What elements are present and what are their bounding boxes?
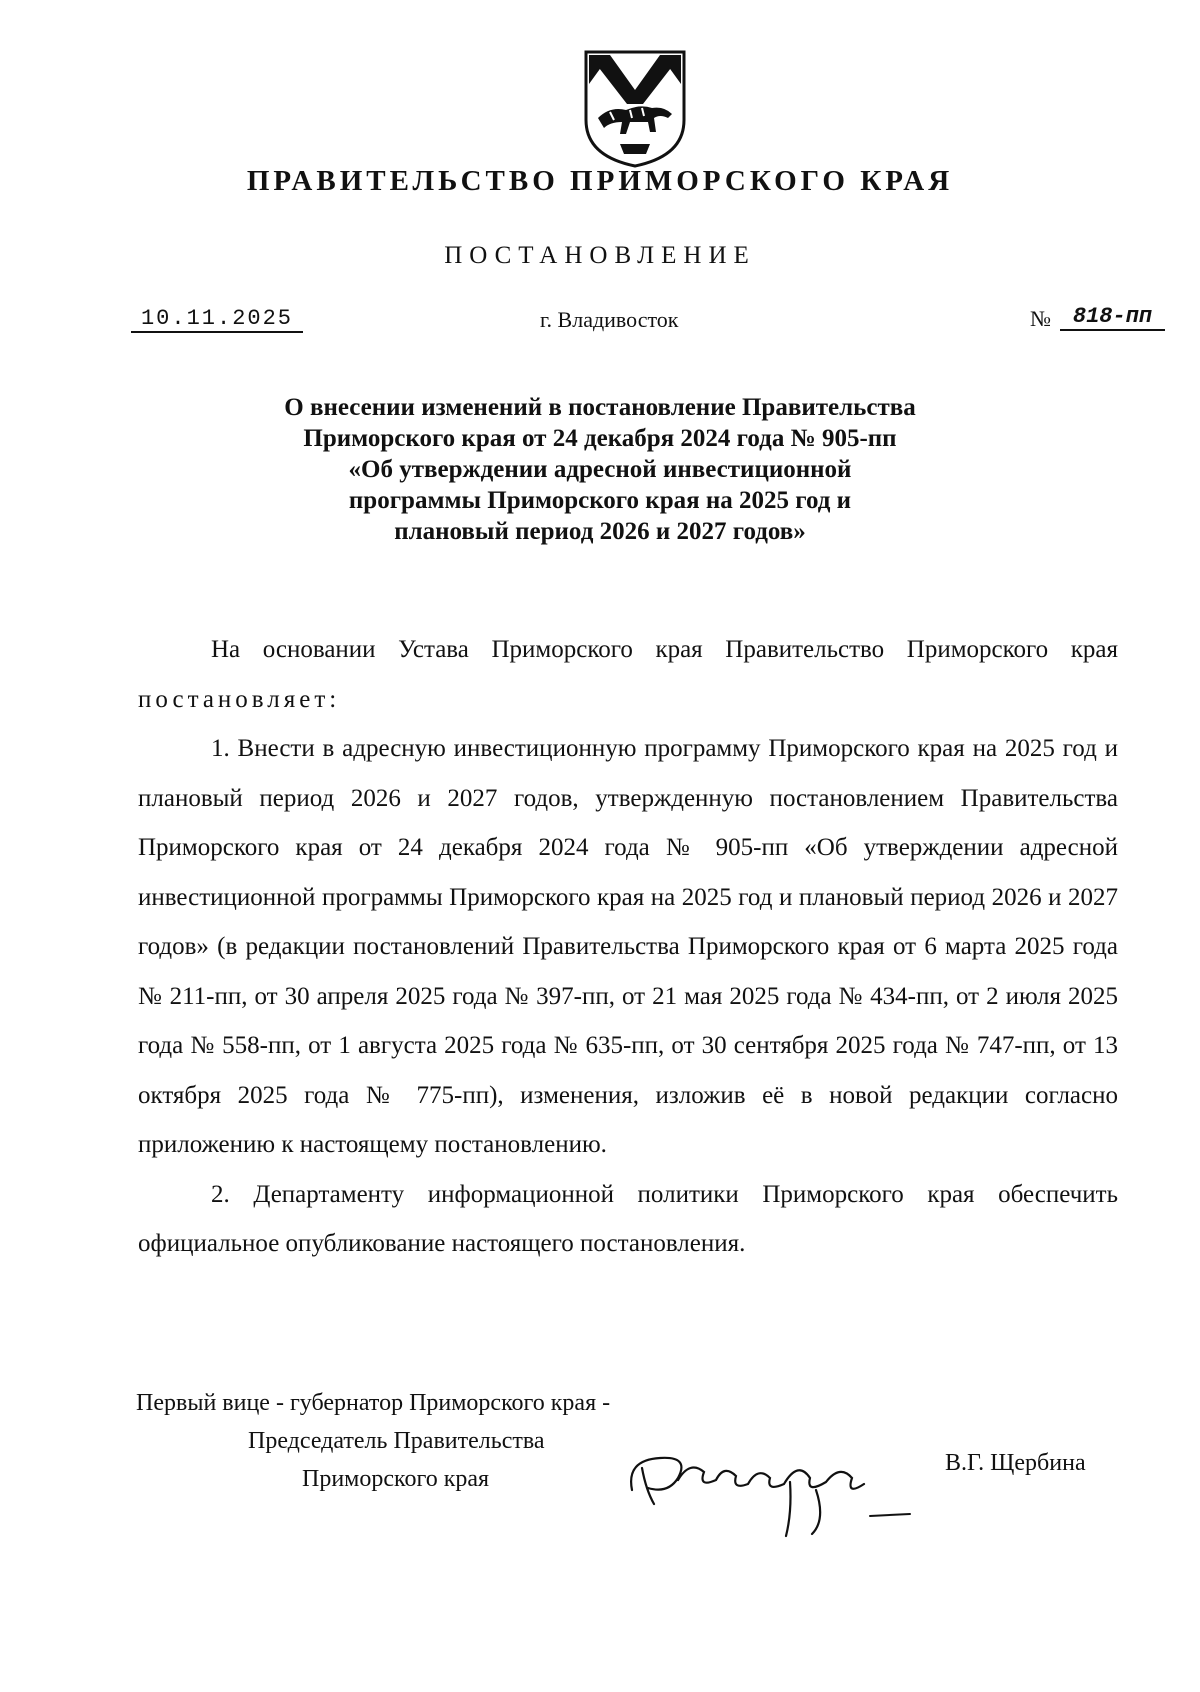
document-subject (200, 392, 1000, 547)
subject-line: Приморского края от 24 декабря 2024 года № 905-пп (303, 425, 897, 452)
subject-line: программы Приморского края на 2025 год и (348, 487, 852, 514)
item-2-paragraph: 2. Департаменту информационной политики Приморского края обеспечить официальное опубликование настоящего постановления. (138, 1180, 1118, 1257)
government-title: ПРАВИТЕЛЬСТВО ПРИМОРСКОГО КРАЯ (246, 165, 954, 197)
signatory-name: В.Г. Щербина (945, 1450, 1086, 1476)
resolves-word: постановляет: (138, 685, 341, 713)
document-city: г. Владивосток (540, 307, 679, 332)
number-sign: № (1030, 306, 1051, 331)
item-1-paragraph: 1. Внести в адресную инвестиционную программу Приморского края на 2025 год и плановый период 2026 и 2027 годов, утвержденную постановлением Правительства Приморского края от 24 декабря 2024 года № 905-пп «Об утверждении адресной инвестиционной программы Приморского края на 2025 год и плановый период 2026 и 2027 годов» (в редакции постановлений Правительства Приморского края от 6 марта 2025 года № 211-пп, от 30 апреля 2025 года № 397-пп, от 21 мая 2025 года № 434-пп, от 2 июля 2025 года № 558-пп, от 1 августа 2025 года № 635-пп, от 30 сентября 2025 года № 747-пп, от 13 октября 2025 года № 775-пп), изменения, изложив её в новой редакции согласно приложению к настоящему постановлению. (138, 735, 1118, 1158)
signatory-role-line-3: Приморского края (302, 1466, 490, 1492)
document-type: ПОСТАНОВЛЕНИЕ (444, 242, 756, 269)
signatory-role-line-2: Председатель Правительства (248, 1428, 545, 1454)
preamble-text: На основании Устава Приморского края Правительство Приморского края (211, 636, 1118, 663)
subject-line: О внесении изменений в постановление Правительства (284, 394, 916, 421)
handwritten-signature (620, 1420, 920, 1540)
preamble-paragraph (138, 625, 1118, 724)
signatory-role-line-1: Первый вице - губернатор Приморского края - (136, 1390, 611, 1416)
document-date: 10.11.2025 (131, 306, 303, 333)
document-body (138, 625, 1118, 1269)
document-number: 818-пп (1060, 304, 1165, 331)
subject-line: «Об утверждении адресной инвестиционной (348, 456, 852, 483)
subject-line: плановый период 2026 и 2027 годов» (394, 518, 806, 545)
primorye-coat-of-arms-icon (580, 48, 690, 168)
